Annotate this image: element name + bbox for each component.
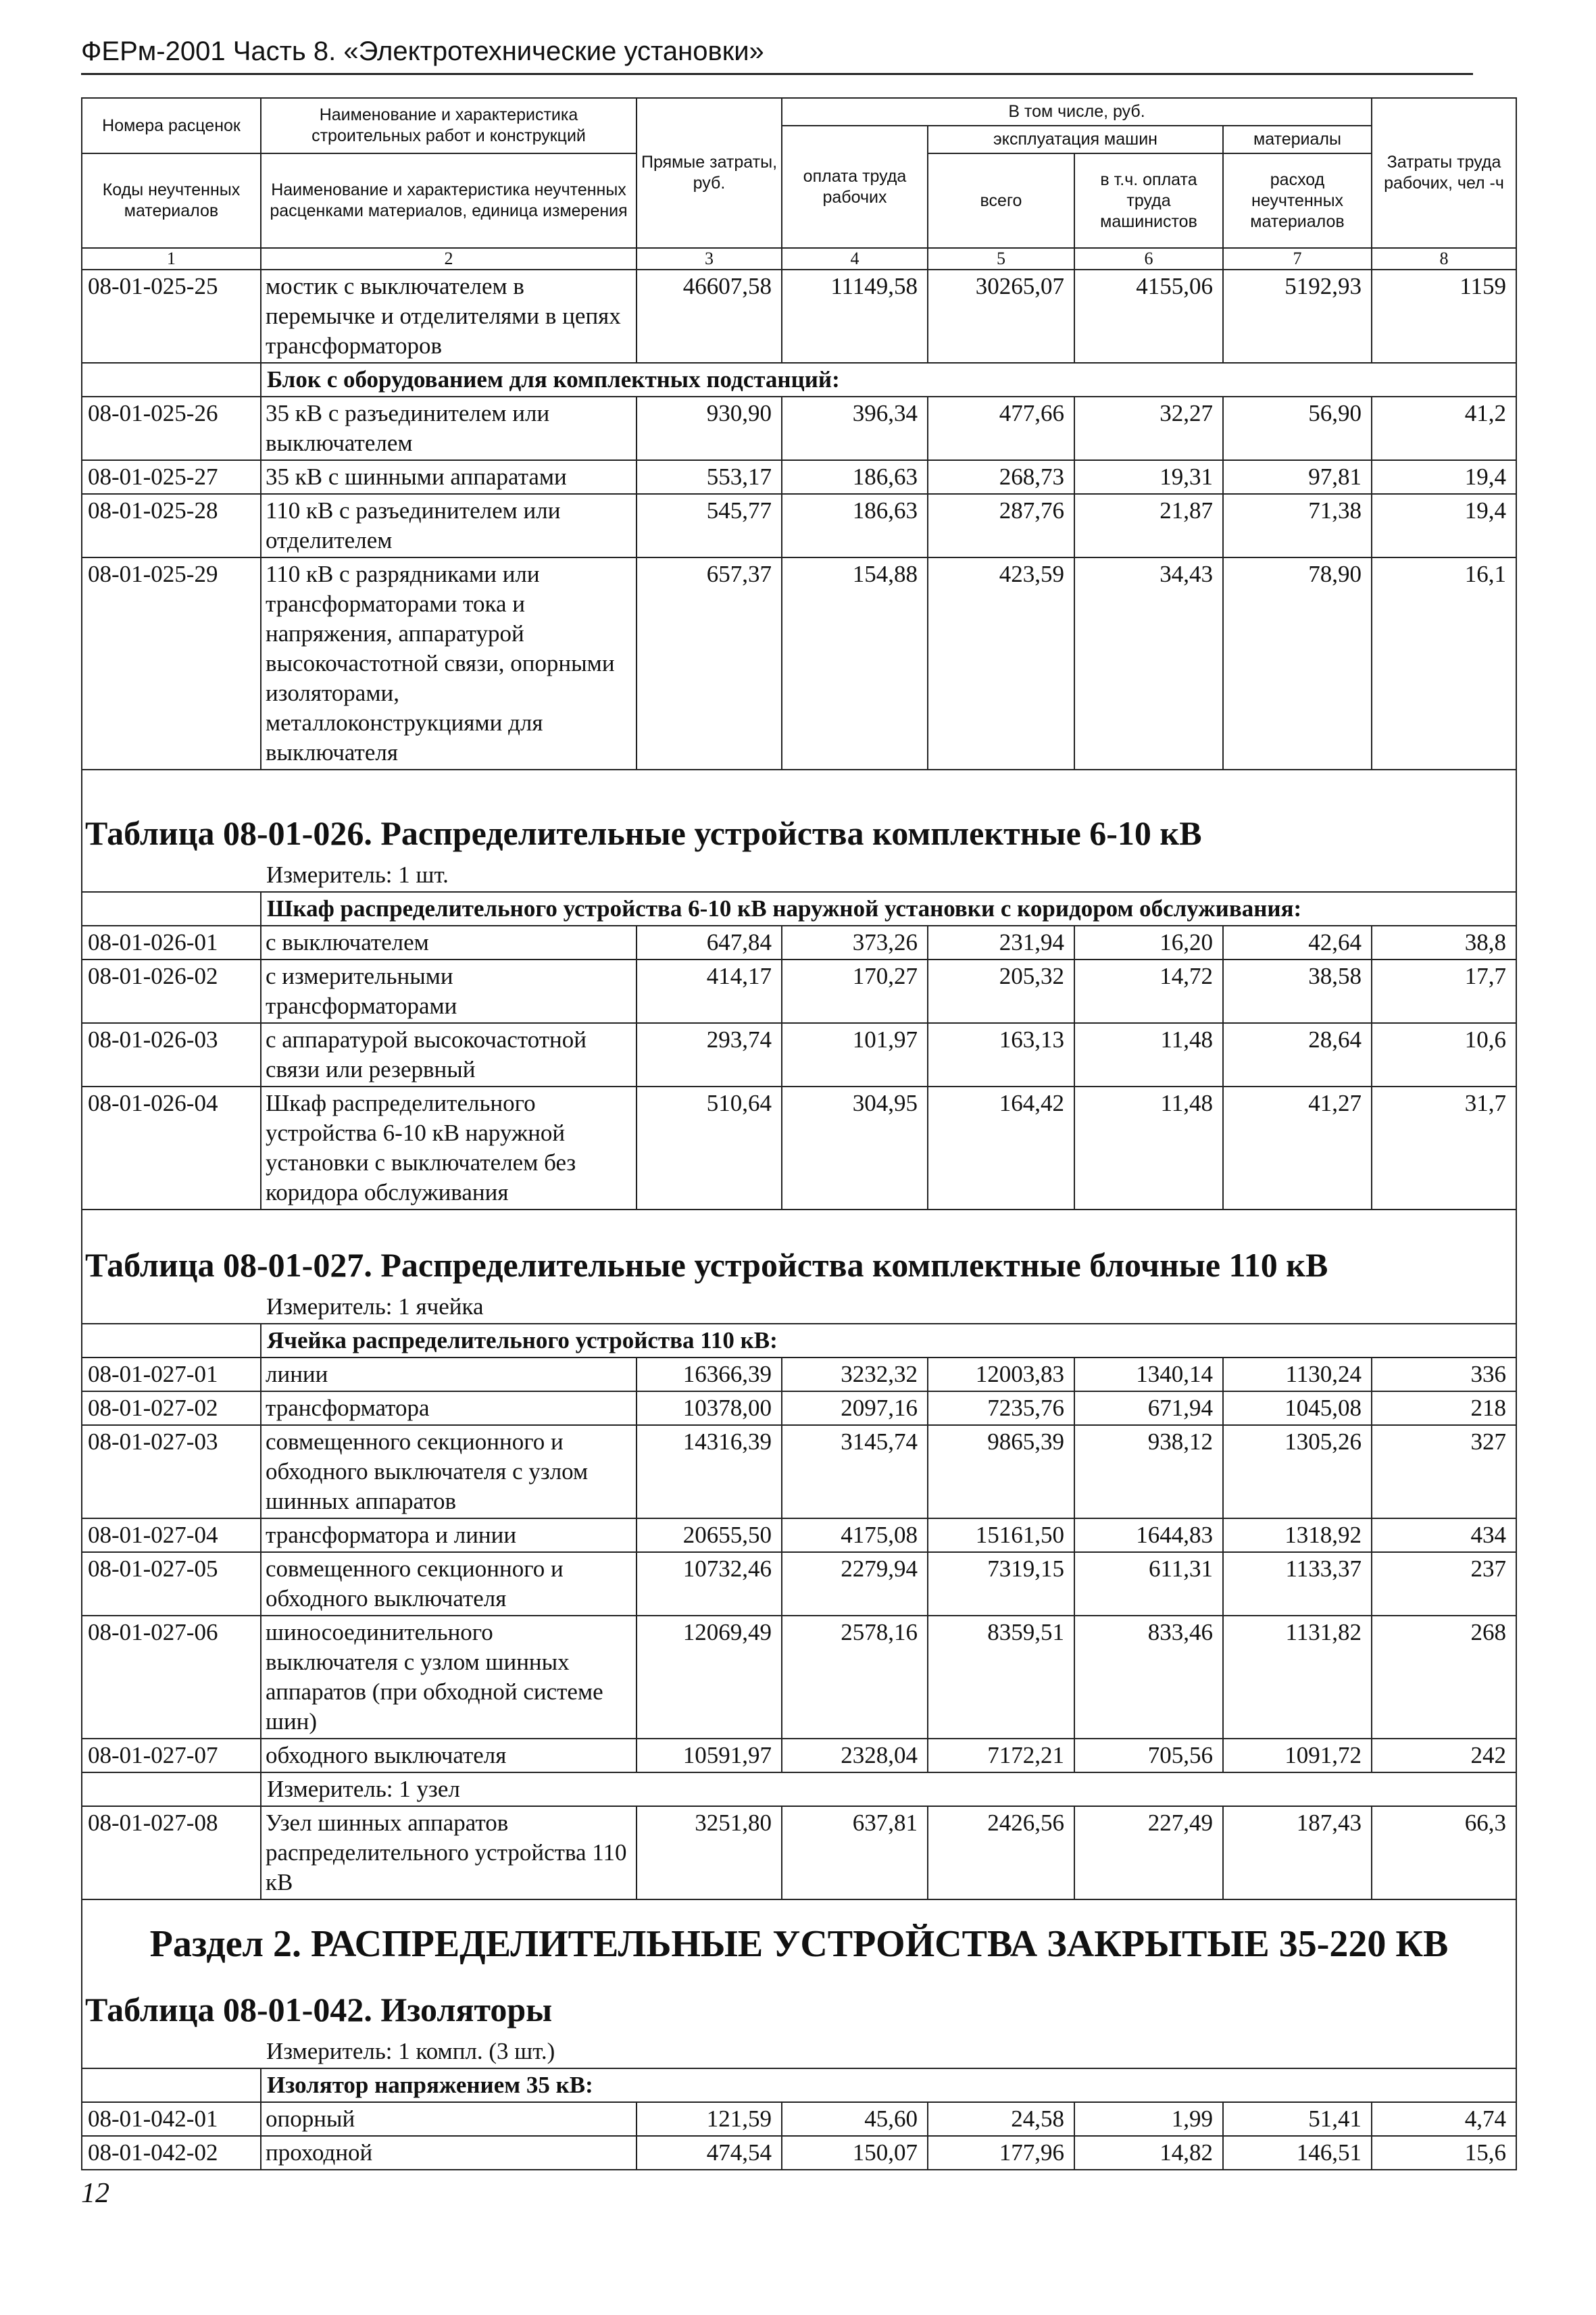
direct-costs: 657,37 [637,557,782,770]
operators-pay: 227,49 [1074,1806,1223,1899]
group-heading: Ячейка распределительного устройства 110 кВ: [261,1324,1516,1358]
rate-name: шиносоединительного выключателя с узлом шинных аппаратов (при обходной системе шин) [261,1616,637,1739]
rate-code: 08-01-042-01 [82,2102,261,2136]
labor-costs: 268 [1372,1616,1516,1739]
direct-costs: 474,54 [637,2136,782,2170]
machines-total: 477,66 [928,397,1074,460]
labor-costs: 10,6 [1372,1023,1516,1087]
machines-total: 177,96 [928,2136,1074,2170]
col-header-materials: материалы [1223,126,1372,153]
rate-code: 08-01-027-04 [82,1518,261,1552]
rate-name: 110 кВ с разъединителем или отделителем [261,494,637,557]
labor-costs: 15,6 [1372,2136,1516,2170]
rows-027 [82,1358,1516,1772]
table-title: Таблица 08-01-026. Распределительные устройства комплектные 6-10 кВ [82,787,1516,859]
operators-pay: 1,99 [1074,2102,1223,2136]
group-a [82,363,1516,397]
direct-costs: 16366,39 [637,1358,782,1391]
direct-costs: 10591,97 [637,1739,782,1772]
col-header-machines: эксплуатация машин [928,126,1223,153]
rows-027b [82,1806,1516,1899]
operators-pay: 611,31 [1074,1552,1223,1616]
labor-costs: 38,8 [1372,926,1516,960]
workers-pay: 2328,04 [782,1739,928,1772]
rate-code: 08-01-027-08 [82,1806,261,1899]
table-row [82,1023,1516,1087]
labor-costs: 218 [1372,1391,1516,1425]
table-row [82,2102,1516,2136]
rate-name: трансформатора [261,1391,637,1425]
col-header-labor: Затраты труда рабочих, чел -ч [1372,98,1516,248]
labor-costs: 242 [1372,1739,1516,1772]
table-row [82,494,1516,557]
direct-costs: 10378,00 [637,1391,782,1425]
machines-total: 423,59 [928,557,1074,770]
direct-costs: 647,84 [637,926,782,960]
rate-name: Узел шинных аппаратов распределительного устройства 110 кВ [261,1806,637,1899]
column-number: 5 [928,248,1074,270]
table-row [82,1358,1516,1391]
labor-costs: 17,7 [1372,960,1516,1023]
labor-costs: 41,2 [1372,397,1516,460]
table-row [82,926,1516,960]
measure-unit: Измеритель: 1 компл. (3 шт.) [261,2035,1516,2068]
rows-042 [82,2102,1516,2170]
table-027 [82,1219,1516,1358]
rate-code: 08-01-025-28 [82,494,261,557]
machines-total: 7319,15 [928,1552,1074,1616]
materials: 38,58 [1223,960,1372,1023]
column-number: 2 [261,248,637,270]
workers-pay: 373,26 [782,926,928,960]
section-title: Раздел 2. РАСПРЕДЕЛИТЕЛЬНЫЕ УСТРОЙСТВА ЗАКРЫТЫЕ 35-220 КВ [82,1899,1516,1974]
col-header-operators-pay: в т.ч. оплата труда машинистов [1074,153,1223,248]
column-number: 6 [1074,248,1223,270]
column-number: 8 [1372,248,1516,270]
operators-pay: 705,56 [1074,1739,1223,1772]
machines-total: 2426,56 [928,1806,1074,1899]
workers-pay: 2279,94 [782,1552,928,1616]
rate-name: 35 кВ с шинными аппаратами [261,460,637,494]
labor-costs: 19,4 [1372,460,1516,494]
table-row [82,1425,1516,1518]
rate-code: 08-01-027-03 [82,1425,261,1518]
rate-code: 08-01-027-06 [82,1616,261,1739]
operators-pay: 11,48 [1074,1023,1223,1087]
machines-total: 231,94 [928,926,1074,960]
direct-costs: 553,17 [637,460,782,494]
rate-code: 08-01-025-26 [82,397,261,460]
col-header-materials-unaccounted: расход неучтенных материалов [1223,153,1372,248]
materials: 42,64 [1223,926,1372,960]
machines-total: 24,58 [928,2102,1074,2136]
labor-costs: 16,1 [1372,557,1516,770]
workers-pay: 4175,08 [782,1518,928,1552]
column-number: 7 [1223,248,1372,270]
materials: 187,43 [1223,1806,1372,1899]
workers-pay: 186,63 [782,494,928,557]
labor-costs: 31,7 [1372,1087,1516,1210]
machines-total: 9865,39 [928,1425,1074,1518]
machines-total: 8359,51 [928,1616,1074,1739]
machines-total: 163,13 [928,1023,1074,1087]
rate-code: 08-01-026-04 [82,1087,261,1210]
materials: 1305,26 [1223,1425,1372,1518]
table-header [82,98,1516,270]
col-header-machines-total: всего [928,153,1074,248]
labor-costs: 327 [1372,1425,1516,1518]
labor-costs: 1159 [1372,270,1516,363]
col-header-name-bottom: Наименование и характеристика неучтенных расценками материалов, единица измерения [261,153,637,248]
group-heading: Шкаф распределительного устройства 6-10 кВ наружной установки с коридором обслуживания: [261,892,1516,926]
workers-pay: 3232,32 [782,1358,928,1391]
workers-pay: 304,95 [782,1087,928,1210]
materials: 41,27 [1223,1087,1372,1210]
materials: 28,64 [1223,1023,1372,1087]
table-row [82,270,1516,363]
table-row [82,1391,1516,1425]
column-number: 4 [782,248,928,270]
rate-code: 08-01-025-27 [82,460,261,494]
measure-unit: Измеритель: 1 шт. [261,859,1516,892]
rate-name: совмещенного секционного и обходного выключателя с узлом шинных аппаратов [261,1425,637,1518]
page-number: 12 [81,2178,109,2209]
materials: 1133,37 [1223,1552,1372,1616]
materials: 5192,93 [1223,270,1372,363]
workers-pay: 11149,58 [782,270,928,363]
workers-pay: 45,60 [782,2102,928,2136]
machines-total: 7235,76 [928,1391,1074,1425]
direct-costs: 14316,39 [637,1425,782,1518]
operators-pay: 833,46 [1074,1616,1223,1739]
page-header [81,32,1473,75]
machines-total: 12003,83 [928,1358,1074,1391]
col-header-codes-bottom: Коды неучтенных материалов [82,153,261,248]
materials: 71,38 [1223,494,1372,557]
col-header-codes-top: Номера расценок [82,98,261,153]
rate-code: 08-01-042-02 [82,2136,261,2170]
rate-code: 08-01-027-05 [82,1552,261,1616]
table-row [82,2136,1516,2170]
direct-costs: 3251,80 [637,1806,782,1899]
table-row [82,1616,1516,1739]
table-027-measure2 [82,1772,1516,1806]
labor-costs: 19,4 [1372,494,1516,557]
workers-pay: 396,34 [782,397,928,460]
rate-name: проходной [261,2136,637,2170]
operators-pay: 4155,06 [1074,270,1223,363]
workers-pay: 2097,16 [782,1391,928,1425]
operators-pay: 14,82 [1074,2136,1223,2170]
spacer-b [82,770,1516,787]
table-row [82,1739,1516,1772]
machines-total: 287,76 [928,494,1074,557]
machines-total: 164,42 [928,1087,1074,1210]
direct-costs: 545,77 [637,494,782,557]
operators-pay: 34,43 [1074,557,1223,770]
workers-pay: 150,07 [782,2136,928,2170]
workers-pay: 101,97 [782,1023,928,1087]
table-row [82,1806,1516,1899]
operators-pay: 11,48 [1074,1087,1223,1210]
group-heading: Блок с оборудованием для комплектных подстанций: [261,363,1516,397]
table-042 [82,1974,1516,2102]
operators-pay: 938,12 [1074,1425,1223,1518]
table-row [82,1518,1516,1552]
labor-costs: 66,3 [1372,1806,1516,1899]
rate-code: 08-01-025-29 [82,557,261,770]
workers-pay: 2578,16 [782,1616,928,1739]
spacer-026 [82,1210,1516,1219]
machines-total: 30265,07 [928,270,1074,363]
rate-name: 35 кВ с разъединителем или выключателем [261,397,637,460]
labor-costs: 4,74 [1372,2102,1516,2136]
operators-pay: 671,94 [1074,1391,1223,1425]
rate-name: 110 кВ с разрядниками или трансформаторами тока и напряжения, аппаратурой высокочастотной связи, опорными изоляторами, металлоконструкциями для выключателя [261,557,637,770]
workers-pay: 637,81 [782,1806,928,1899]
measure-unit: Измеритель: 1 ячейка [261,1291,1516,1324]
col-header-direct: Прямые затраты, руб. [637,98,782,248]
table-row [82,460,1516,494]
labor-costs: 237 [1372,1552,1516,1616]
rows-026 [82,926,1516,1210]
materials: 1131,82 [1223,1616,1372,1739]
rate-name: линии [261,1358,637,1391]
rate-name: с аппаратурой высокочастотной связи или резервный [261,1023,637,1087]
rate-name: обходного выключателя [261,1739,637,1772]
operators-pay: 21,87 [1074,494,1223,557]
operators-pay: 14,72 [1074,960,1223,1023]
rate-name: с измерительными трансформаторами [261,960,637,1023]
materials: 97,81 [1223,460,1372,494]
table-title: Таблица 08-01-042. Изоляторы [82,1974,1516,2035]
direct-costs: 414,17 [637,960,782,1023]
workers-pay: 170,27 [782,960,928,1023]
direct-costs: 46607,58 [637,270,782,363]
rows-a [82,270,1516,363]
rate-code: 08-01-027-02 [82,1391,261,1425]
measure-unit: Измеритель: 1 узел [261,1772,1516,1806]
col-header-incl: В том числе, руб. [782,98,1372,126]
column-numbers-row [82,248,1516,270]
direct-costs: 293,74 [637,1023,782,1087]
operators-pay: 32,27 [1074,397,1223,460]
rates-table [81,97,1517,2170]
machines-total: 205,32 [928,960,1074,1023]
labor-costs: 336 [1372,1358,1516,1391]
rate-code: 08-01-027-07 [82,1739,261,1772]
operators-pay: 1340,14 [1074,1358,1223,1391]
table-row [82,1087,1516,1210]
table-row [82,557,1516,770]
table-row [82,397,1516,460]
labor-costs: 434 [1372,1518,1516,1552]
materials: 1318,92 [1223,1518,1372,1552]
operators-pay: 19,31 [1074,460,1223,494]
rate-name: мостик с выключателем в перемычке и отделителями в цепях трансформаторов [261,270,637,363]
workers-pay: 3145,74 [782,1425,928,1518]
rate-name: совмещенного секционного и обходного выключателя [261,1552,637,1616]
materials: 1130,24 [1223,1358,1372,1391]
rows-b [82,397,1516,770]
rate-name: Шкаф распределительного устройства 6-10 кВ наружной установки с выключателем без коридора обслуживания [261,1087,637,1210]
direct-costs: 930,90 [637,397,782,460]
materials: 51,41 [1223,2102,1372,2136]
table-row [82,960,1516,1023]
rate-name: трансформатора и линии [261,1518,637,1552]
rate-name: с выключателем [261,926,637,960]
rate-code: 08-01-026-03 [82,1023,261,1087]
rate-code: 08-01-025-25 [82,270,261,363]
materials: 146,51 [1223,2136,1372,2170]
table-row [82,1552,1516,1616]
page-header-title: ФЕРм-2001 Часть 8. «Электротехнические установки» [81,36,764,66]
machines-total: 7172,21 [928,1739,1074,1772]
machines-total: 15161,50 [928,1518,1074,1552]
rate-code: 08-01-026-01 [82,926,261,960]
col-header-workers-pay: оплата труда рабочих [782,126,928,248]
direct-costs: 12069,49 [637,1616,782,1739]
table-title: Таблица 08-01-027. Распределительные устройства комплектные блочные 110 кВ [82,1219,1516,1291]
rate-code: 08-01-027-01 [82,1358,261,1391]
materials: 1091,72 [1223,1739,1372,1772]
rate-name: опорный [261,2102,637,2136]
group-heading: Изолятор напряжением 35 кВ: [261,2068,1516,2102]
operators-pay: 1644,83 [1074,1518,1223,1552]
direct-costs: 510,64 [637,1087,782,1210]
machines-total: 268,73 [928,460,1074,494]
col-header-name-top: Наименование и характеристика строительных работ и конструкций [261,98,637,153]
operators-pay: 16,20 [1074,926,1223,960]
materials: 56,90 [1223,397,1372,460]
direct-costs: 20655,50 [637,1518,782,1552]
rate-code: 08-01-026-02 [82,960,261,1023]
workers-pay: 186,63 [782,460,928,494]
materials: 78,90 [1223,557,1372,770]
table-026 [82,787,1516,926]
materials: 1045,08 [1223,1391,1372,1425]
column-number: 1 [82,248,261,270]
column-number: 3 [637,248,782,270]
direct-costs: 121,59 [637,2102,782,2136]
direct-costs: 10732,46 [637,1552,782,1616]
workers-pay: 154,88 [782,557,928,770]
section-2 [82,1899,1516,1974]
